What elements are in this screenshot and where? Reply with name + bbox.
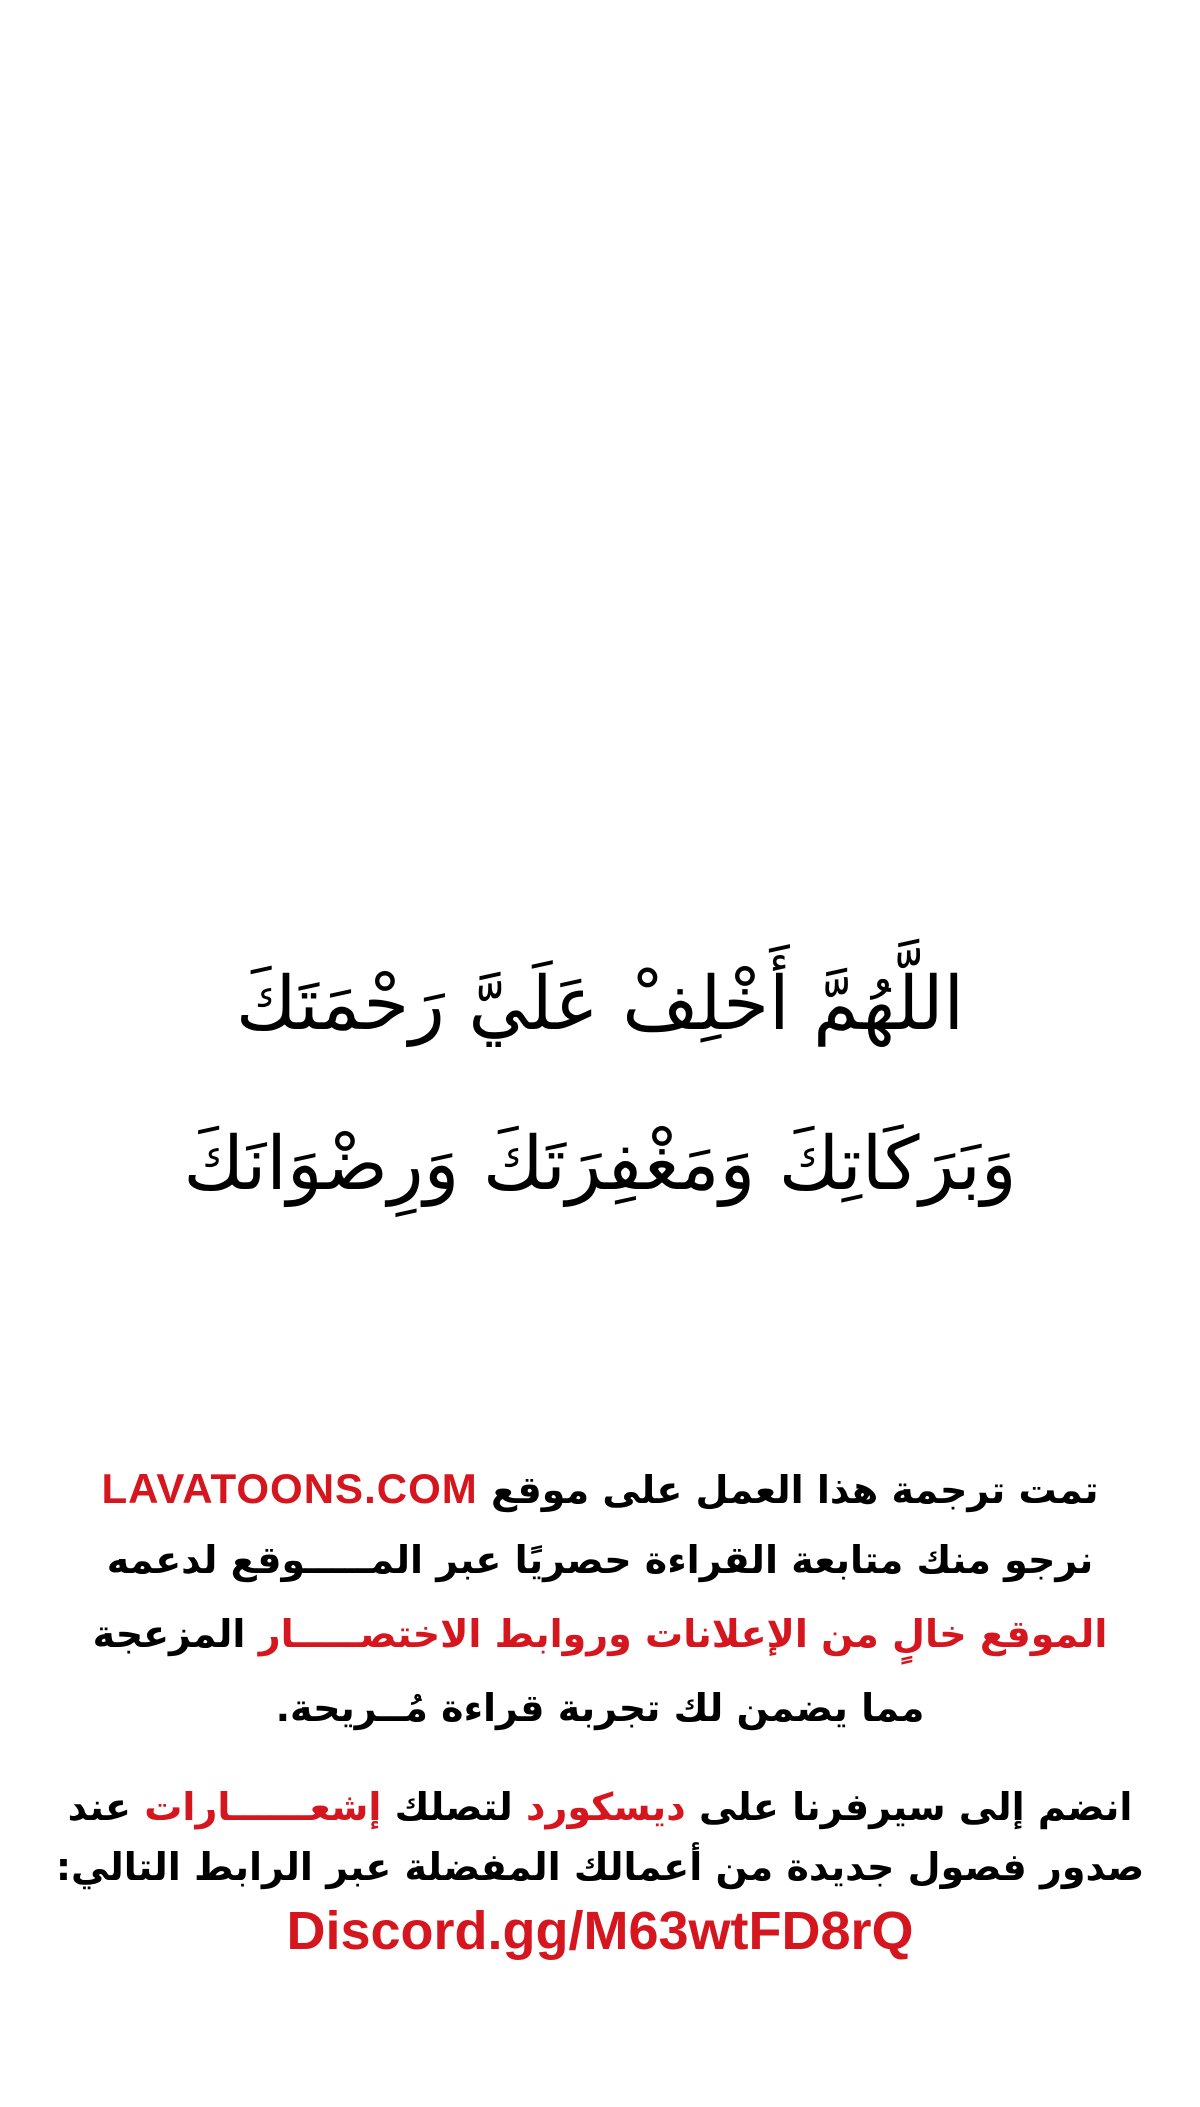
discord-notice-text: عند [67,1785,131,1829]
site-name: LAVATOONS.COM [101,1465,478,1512]
translation-notice-text: تمت ترجمة هذا العمل على موقع [490,1468,1099,1512]
translation-notice-line-1 [40,1462,1160,1517]
ad-free-highlight: الموقع خالٍ من الإعلانات وروابط الاختصـــــار [258,1612,1108,1656]
translation-notice-line-3 [40,1610,1160,1659]
discord-notice-text: لتصلك [394,1785,513,1829]
translation-notice-line-4: مما يضمن لك تجربة قراءة مُــريحة. [275,1686,925,1730]
prayer-line-2: وَبَرَكَاتِكَ وَمَغْفِرَتَكَ وَرِضْوَانَكَ [183,1121,1017,1207]
translation-notice-text: المزعجة [92,1612,246,1656]
prayer-line-1: اللَّهُمَّ أَخْلِفْ عَلَيَّ رَحْمَتَكَ [235,961,965,1047]
translation-notice-line-2: نرجو منك متابعة القراءة حصريًا عبر المـــــوقع لدعمه [106,1538,1094,1582]
discord-notice-text: انضم إلى سيرفرنا على [698,1785,1133,1829]
discord-notice-line-1 [40,1783,1160,1832]
discord-notice-line-2: صدور فصول جديدة من أعمالك المفضلة عبر الرابط التالي: [55,1845,1145,1889]
notifications-highlight: إشعــــــارات [144,1785,382,1829]
discord-highlight: ديسكورد [525,1785,686,1829]
discord-link[interactable]: Discord.gg/M63wtFD8rQ [286,1901,914,1961]
